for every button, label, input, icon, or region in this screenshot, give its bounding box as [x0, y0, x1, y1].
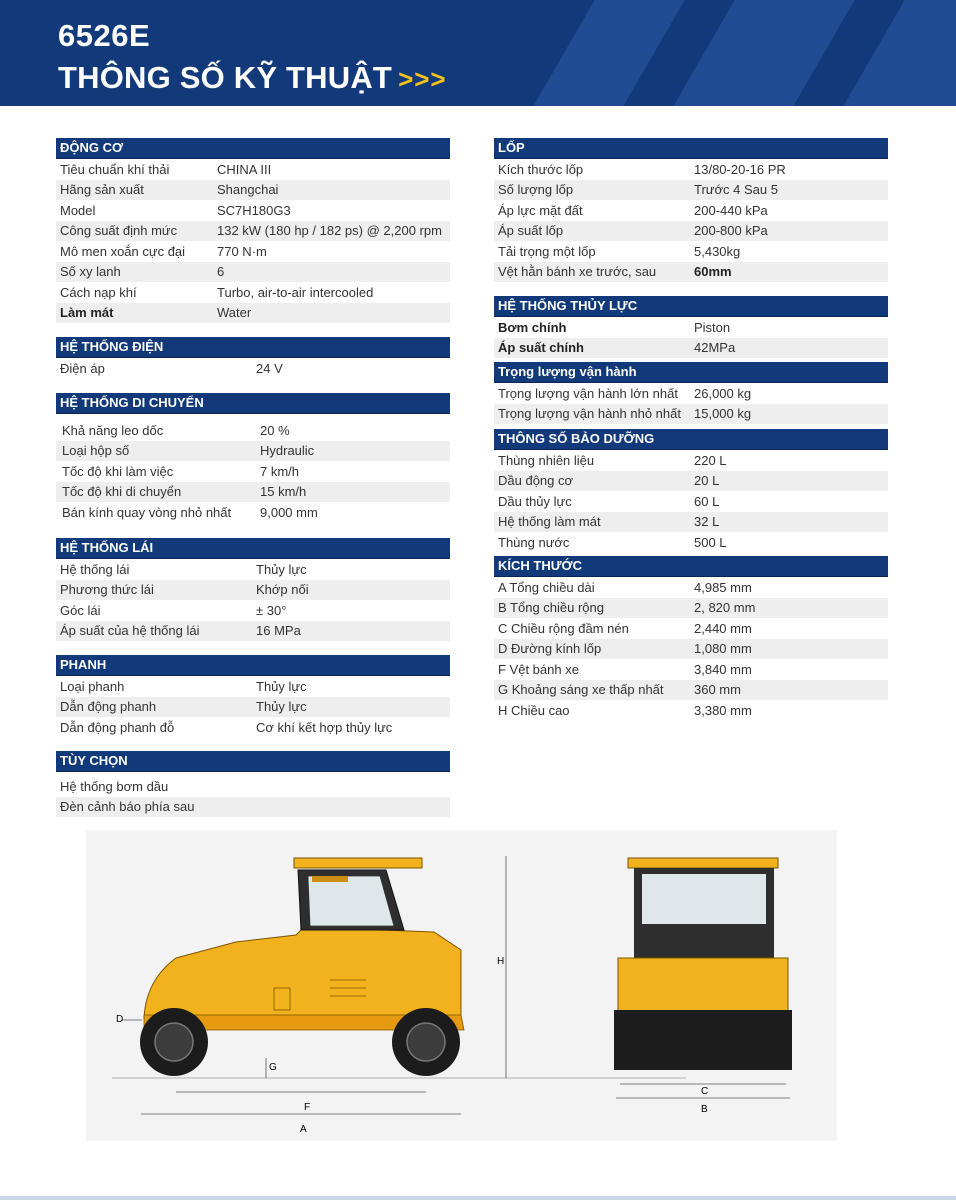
- spec-rows: [494, 317, 888, 358]
- spec-label: Hệ thống bơm dầu: [60, 778, 169, 794]
- section-header: TÙY CHỌN: [56, 751, 450, 772]
- spec-label: Tải trọng một lốp: [498, 243, 596, 259]
- label-a: A: [300, 1124, 307, 1135]
- spec-label: Loại phanh: [60, 678, 125, 694]
- spec-value: 132 kW (180 hp / 182 ps) @ 2,200 rpm: [217, 223, 442, 239]
- spec-value: 42MPa: [694, 340, 736, 356]
- spec-row: [56, 221, 450, 242]
- spec-label: Model: [60, 202, 96, 218]
- spec-label: Số lượng lốp: [498, 182, 574, 198]
- spec-label: Phương thức lái: [60, 582, 154, 598]
- spec-value: Thủy lực: [256, 699, 307, 715]
- spec-value: Trước 4 Sau 5: [694, 182, 778, 198]
- title-arrows: >>>: [398, 64, 447, 94]
- spec-row: [56, 676, 450, 697]
- spec-value: 20 L: [694, 473, 720, 489]
- section-header: LỐP: [494, 138, 888, 159]
- spec-row: [494, 618, 888, 639]
- spec-label: Số xy lanh: [60, 264, 121, 280]
- spec-label: D Đường kính lốp: [498, 641, 602, 657]
- footer-line: [0, 1196, 956, 1200]
- spec-value: Khớp nối: [256, 582, 309, 598]
- spec-row: [494, 577, 888, 598]
- spec-label: Tốc độ khi làm việc: [62, 463, 174, 479]
- spec-row: [56, 441, 450, 462]
- spec-label: Đèn cảnh báo phía sau: [60, 799, 195, 815]
- spec-row: [494, 180, 888, 201]
- section-dimensions: [494, 556, 888, 721]
- section-header: HỆ THỐNG ĐIỆN: [56, 337, 450, 358]
- title-text: THÔNG SỐ KỸ THUẬT: [58, 60, 393, 95]
- spec-row: [494, 383, 888, 404]
- spec-value: Thủy lực: [256, 678, 307, 694]
- spec-row: [56, 282, 450, 303]
- spec-label: F Vệt bánh xe: [498, 661, 579, 677]
- spec-row: [56, 621, 450, 642]
- spec-value: 60 L: [694, 493, 720, 509]
- spec-rows: [56, 772, 450, 817]
- spec-row: [494, 404, 888, 425]
- spec-row: [56, 502, 450, 523]
- spec-row: [56, 776, 450, 797]
- spec-row: [494, 241, 888, 262]
- spec-value: SC7H180G3: [217, 202, 291, 218]
- section-header: HỆ THỐNG DI CHUYỂN: [56, 393, 450, 414]
- spec-row: [56, 262, 450, 283]
- spec-value: 15 km/h: [260, 484, 307, 500]
- spec-row: [56, 420, 450, 441]
- spec-value: 500 L: [694, 534, 727, 550]
- spec-row: [56, 600, 450, 621]
- section-engine: [56, 138, 450, 323]
- spec-label: H Chiều cao: [498, 702, 570, 718]
- spec-value: Shangchai: [217, 182, 279, 198]
- spec-row: [494, 532, 888, 553]
- spec-label: Áp suất chính: [498, 340, 584, 356]
- header-stripe: [654, 0, 866, 106]
- section-header: ĐỘNG CƠ: [56, 138, 450, 159]
- spec-value: 16 MPa: [256, 623, 301, 639]
- section-header: Trọng lượng vận hành: [494, 362, 888, 383]
- spec-row: [56, 303, 450, 324]
- spec-row: [494, 262, 888, 283]
- rear-wheel-hub: [155, 1023, 193, 1061]
- spec-row: [494, 221, 888, 242]
- spec-rows: [56, 676, 450, 738]
- section-brake: [56, 655, 450, 738]
- spec-rows: [56, 559, 450, 641]
- spec-label: Áp suất lốp: [498, 223, 564, 239]
- spec-row: [56, 559, 450, 580]
- cab-sunvisor: [312, 876, 348, 882]
- spec-row: [494, 680, 888, 701]
- front-wheels: [614, 1010, 792, 1070]
- spec-row: [56, 717, 450, 738]
- spec-label: C Chiều rộng đầm nén: [498, 620, 629, 636]
- spec-row: [56, 580, 450, 601]
- spec-value: ± 30°: [256, 602, 287, 618]
- label-c: C: [701, 1086, 709, 1097]
- label-d: D: [116, 1014, 124, 1025]
- spec-value: Turbo, air-to-air intercooled: [217, 284, 374, 300]
- spec-label: Trọng lượng vận hành lớn nhất: [498, 385, 678, 401]
- section-maintenance: [494, 429, 888, 553]
- spec-row: [56, 697, 450, 718]
- spec-rows: [56, 358, 450, 379]
- spec-rows: [494, 577, 888, 721]
- page-header: [0, 0, 956, 106]
- spec-label: Khả năng leo dốc: [62, 422, 164, 438]
- spec-row: [56, 358, 450, 379]
- section-header: HỆ THỐNG LÁI: [56, 538, 450, 559]
- spec-label: A Tổng chiều dài: [498, 579, 595, 595]
- spec-label: Dẫn động phanh đỗ: [60, 719, 175, 735]
- spec-row: [56, 797, 450, 818]
- spec-label: Dầu động cơ: [498, 473, 574, 489]
- spec-value: 4,985 mm: [694, 579, 752, 595]
- spec-label: Áp lực mặt đất: [498, 202, 583, 218]
- spec-label: Dầu thủy lực: [498, 493, 572, 509]
- label-f: F: [304, 1102, 311, 1113]
- spec-value: 2, 820 mm: [694, 600, 756, 616]
- spec-row: [56, 180, 450, 201]
- spec-row: [494, 512, 888, 533]
- spec-row: [494, 639, 888, 660]
- section-travel: [56, 393, 450, 523]
- section-header: THÔNG SỐ BẢO DƯỠNG: [494, 429, 888, 450]
- machine-diagram: [86, 830, 837, 1141]
- spec-rows: [494, 159, 888, 282]
- section-weight: [494, 362, 888, 424]
- spec-row: [494, 598, 888, 619]
- front-cab-roof: [628, 858, 778, 868]
- spec-value: 24 V: [256, 360, 283, 376]
- spec-label: Mô men xoắn cực đại: [60, 243, 186, 259]
- spec-value: 20 %: [260, 422, 290, 438]
- spec-rows: [494, 450, 888, 553]
- spec-row: [494, 471, 888, 492]
- spec-row: [56, 241, 450, 262]
- spec-label: Bơm chính: [498, 319, 567, 335]
- spec-value: 5,430kg: [694, 243, 741, 259]
- section-electrical: [56, 337, 450, 379]
- spec-value: 7 km/h: [260, 463, 300, 479]
- spec-rows: [494, 383, 888, 424]
- section-header: PHANH: [56, 655, 450, 676]
- spec-row: [494, 200, 888, 221]
- spec-row: [56, 482, 450, 503]
- spec-value: 220 L: [694, 452, 727, 468]
- spec-label: Tiêu chuẩn khí thải: [60, 161, 170, 177]
- spec-label: Cách nạp khí: [60, 284, 137, 300]
- spec-label: Hệ thống làm mát: [498, 514, 601, 530]
- spec-rows: [56, 414, 450, 523]
- spec-label: Áp suất của hệ thống lái: [60, 623, 200, 639]
- label-g: G: [269, 1062, 277, 1073]
- spec-value: 360 mm: [694, 682, 741, 698]
- spec-row: [56, 159, 450, 180]
- spec-value: Cơ khí kết hợp thủy lực: [256, 719, 393, 735]
- spec-label: Vệt hằn bánh xe trước, sau: [498, 264, 657, 280]
- spec-label: Thùng nhiên liệu: [498, 452, 595, 468]
- cab-roof: [294, 858, 422, 868]
- spec-value: 9,000 mm: [260, 504, 318, 520]
- spec-value: 26,000 kg: [694, 385, 752, 401]
- label-b: B: [701, 1104, 708, 1115]
- machine-drawing: [86, 830, 837, 1141]
- spec-label: Tốc độ khi di chuyển: [62, 484, 182, 500]
- spec-value: 770 N·m: [217, 243, 267, 259]
- spec-value: 13/80-20-16 PR: [694, 161, 786, 177]
- spec-row: [56, 200, 450, 221]
- roller-body: [144, 928, 461, 1018]
- front-view: [614, 858, 792, 1098]
- header-stripe: [514, 0, 696, 106]
- spec-label: G Khoảng sáng xe thấp nhất: [498, 682, 664, 698]
- spec-rows: [56, 159, 450, 323]
- spec-value: 15,000 kg: [694, 406, 752, 422]
- spec-row: [494, 659, 888, 680]
- section-tires: [494, 138, 888, 282]
- spec-label: Điện áp: [60, 360, 105, 376]
- spec-row: [494, 317, 888, 338]
- spec-value: Thủy lực: [256, 561, 307, 577]
- spec-label: B Tổng chiều rộng: [498, 600, 604, 616]
- spec-value: CHINA III: [217, 161, 272, 177]
- spec-value: 2,440 mm: [694, 620, 752, 636]
- spec-label: Kích thước lốp: [498, 161, 584, 177]
- spec-row: [494, 700, 888, 721]
- model-name: 6526E: [58, 18, 151, 53]
- spec-row: [494, 338, 888, 359]
- spec-label: Hãng sản xuất: [60, 182, 144, 198]
- spec-row: [494, 491, 888, 512]
- section-header: KÍCH THƯỚC: [494, 556, 888, 577]
- spec-row: [56, 461, 450, 482]
- spec-label: Trọng lượng vận hành nhỏ nhất: [498, 406, 681, 422]
- spec-label: Loại hộp số: [62, 443, 130, 459]
- spec-label: Làm mát: [60, 305, 114, 321]
- spec-row: [494, 159, 888, 180]
- label-h: H: [497, 956, 505, 967]
- section-steering: [56, 538, 450, 641]
- spec-row: [494, 450, 888, 471]
- spec-value: 60mm: [694, 264, 732, 280]
- spec-label: Bán kính quay vòng nhỏ nhất: [62, 504, 232, 520]
- cab-window: [308, 876, 394, 926]
- spec-label: Dẫn động phanh: [60, 699, 157, 715]
- spec-value: 3,840 mm: [694, 661, 752, 677]
- section-hydraulic: [494, 296, 888, 358]
- front-wheel-hub: [407, 1023, 445, 1061]
- spec-label: Thùng nước: [498, 534, 570, 550]
- spec-value: 1,080 mm: [694, 641, 752, 657]
- front-cab-window: [642, 874, 766, 924]
- spec-value: 32 L: [694, 514, 720, 530]
- spec-value: 3,380 mm: [694, 702, 752, 718]
- side-view: [112, 856, 686, 1114]
- spec-label: Hệ thống lái: [60, 561, 130, 577]
- spec-value: 200-440 kPa: [694, 202, 768, 218]
- section-options: [56, 751, 450, 817]
- page-title: [58, 60, 447, 96]
- spec-label: Công suất định mức: [60, 223, 178, 239]
- spec-label: Góc lái: [60, 602, 101, 618]
- spec-value: Piston: [694, 319, 731, 335]
- spec-value: 200-800 kPa: [694, 223, 768, 239]
- spec-value: Hydraulic: [260, 443, 315, 459]
- section-header: HỆ THỐNG THỦY LỰC: [494, 296, 888, 317]
- spec-value: 6: [217, 264, 225, 280]
- spec-value: Water: [217, 305, 252, 321]
